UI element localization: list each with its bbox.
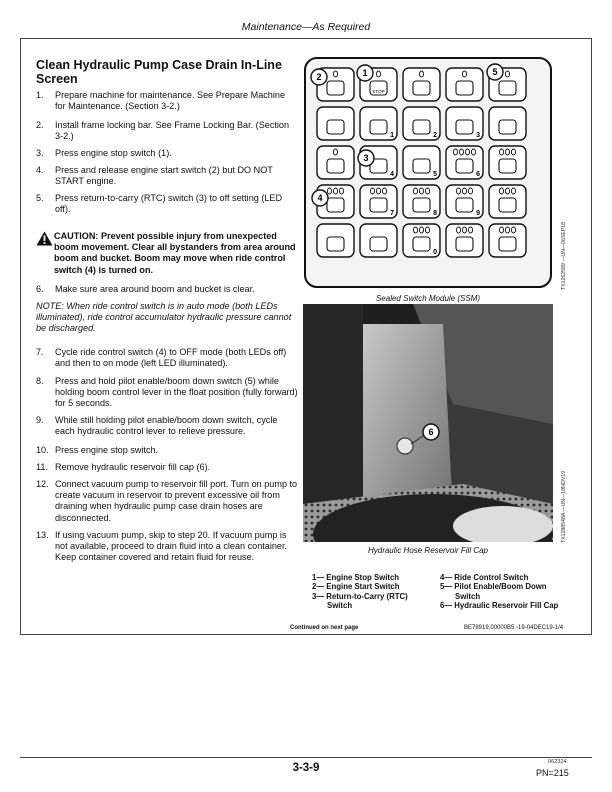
callout-5: 5 [492,67,498,78]
right-frame-rule [591,38,592,634]
step-text: Press return-to-carry (RTC) switch (3) to off setting (LED off). [55,193,283,215]
ssm-key [403,146,440,179]
step-number: 13. [36,530,49,540]
legend-item: 3— Return-to-Carry (RTC) [312,591,408,601]
ssm-key [446,146,483,179]
note-text [36,301,296,335]
step-9 [36,415,298,439]
ssm-key [317,107,354,140]
callout-1: 1 [362,68,368,79]
step-4 [36,165,298,189]
legend-left [312,573,437,610]
step-number: 10. [36,445,49,455]
left-frame-rule [20,38,21,634]
callout-2: 2 [316,72,322,83]
figure2-code: TX1288548A —UN—18NOV19 [561,470,567,543]
step-number: 1. [36,90,44,100]
ssm-key-number: 5 [433,171,437,178]
ssm-key [403,224,440,257]
step-number: 9. [36,415,44,425]
step-text: Press and release engine start switch (2) but DO NOT START engine. [55,165,273,187]
step-number: 2. [36,120,44,130]
step-11 [36,462,298,474]
step-number: 12. [36,479,49,489]
step-2 [36,120,298,144]
legend-item: 6— Hydraulic Reservoir Fill Cap [440,600,559,610]
step-8 [36,376,298,412]
ssm-key-number: 8 [433,210,437,217]
ssm-key [360,224,397,257]
step-number: 8. [36,376,44,386]
page-number: 3-3-9 [292,762,320,774]
legend-item: 5— Pilot Enable/Boom Down [440,582,547,592]
ssm-key [446,107,483,140]
legend-right [440,573,590,610]
footer-rule [20,634,592,635]
ssm-key-number: 7 [390,210,394,217]
footer-small-code: 062324 [548,759,567,765]
figure1-caption: Sealed Switch Module (SSM) [375,294,481,303]
step-text: Press and hold pilot enable/boom down switch (5) while holding boom control lever in the float position (fully forward) for 5 seconds. [55,376,298,409]
ssm-key [403,107,440,140]
page-footer-rule [20,757,592,758]
ssm-key [403,185,440,218]
ssm-key-number: 0 [433,249,437,256]
ssm-key [489,224,526,257]
ssm-key [446,224,483,257]
legend-item: 1— Engine Stop Switch [312,573,400,582]
step-number: 7. [36,347,44,357]
step-text: Press engine stop switch. [55,445,159,455]
step-number: 3. [36,148,44,158]
step-number: 5. [36,193,44,203]
callout-6: 6 [428,427,434,437]
step-text: Remove hydraulic reservoir fill cap (6). [55,462,211,472]
figure1-code: TX1262589 —UN—06SEP18 [561,221,567,290]
ssm-key-number: 4 [390,171,394,178]
legend-item: 2— Engine Start Switch [312,582,400,592]
step-text: If using vacuum pump, skip to step 20. If vacuum pump is not available, proceed to drain fluid into a clean container. Keep container covered and retain fluid for reuse. [55,530,288,563]
reference-code: BE78919,00000B5 -19-04DEC19-1/4 [464,625,564,631]
step-text: Cycle ride control switch (4) to OFF mode (both LEDs off) and then to on mode (left LED illuminated). [55,347,287,369]
step-13 [36,530,298,578]
ssm-key [360,185,397,218]
ssm-key [317,146,354,179]
hydraulic-reservoir-photo [303,304,553,542]
ssm-key [446,185,483,218]
step-text: While still holding pilot enable/boom down switch, cycle each hydraulic control lever to relieve pressure. [55,415,278,437]
step-text: Connect vacuum pump to reservoir fill port. Turn on pump to create vacuum in reservoir to prevent excessive oil from draining when hydraulic pump case drain hoses are disconnected. [55,479,298,523]
section-title: Clean Hydraulic Pump Case Drain In-Line Screen [36,58,282,86]
pn-number: PN=215 [536,768,569,778]
step-10 [36,445,298,457]
callout-4: 4 [317,193,323,204]
ssm-key [317,224,354,257]
sealed-switch-module-figure [303,56,553,289]
legend-item: Switch [327,600,353,610]
ssm-key [360,107,397,140]
ssm-key-number: 2 [433,132,437,139]
stop-label: STOP [372,89,385,94]
figure2-caption: Hydraulic Hose Reservoir Fill Cap [367,546,489,555]
caution-icon [36,231,53,246]
ssm-key [403,68,440,101]
ssm-key [489,107,526,140]
step-text: Make sure area around boom and bucket is clear. [55,284,255,294]
step-12 [36,479,298,527]
ssm-key-number: 6 [476,171,480,178]
step-3 [36,148,298,160]
caution-text: CAUTION: Prevent possible injury from unexpected boom movement. Clear all bystanders from area around boom and bucket. Boom may move when ride control switch (4) is turned on. [54,231,296,275]
step-number: 6. [36,284,44,294]
step-number: 11. [36,462,48,472]
header-rule [20,38,592,39]
step-6 [36,284,298,296]
ssm-key-number: 9 [476,210,480,217]
step-7 [36,347,298,371]
step-text: Install frame locking bar. See Frame Locking Bar. (Section 3-2.) [55,120,290,142]
ssm-key-number: 1 [390,132,394,139]
ssm-key [489,146,526,179]
step-text: Prepare machine for maintenance. See Prepare Machine for Maintenance. (Section 3-2.) [55,90,285,112]
page-header-title: Maintenance—As Required [241,21,371,33]
ssm-keypad-grid [311,64,526,257]
step-5 [36,193,298,217]
callout-3: 3 [363,153,369,164]
continued-label: Continued on next page [290,625,359,631]
ssm-key [446,68,483,101]
step-1 [36,90,298,114]
legend-item: Switch [455,591,481,601]
step-text: Press engine stop switch (1). [55,148,172,158]
legend-item: 4— Ride Control Switch [440,573,529,582]
ssm-key-number: 3 [476,132,480,139]
step-number: 4. [36,165,44,175]
note-body: NOTE: When ride control switch is in auto mode (both LEDs illuminated), ride control accumulator hydraulic pressure cannot be discharged. [36,301,292,334]
ssm-key [489,185,526,218]
